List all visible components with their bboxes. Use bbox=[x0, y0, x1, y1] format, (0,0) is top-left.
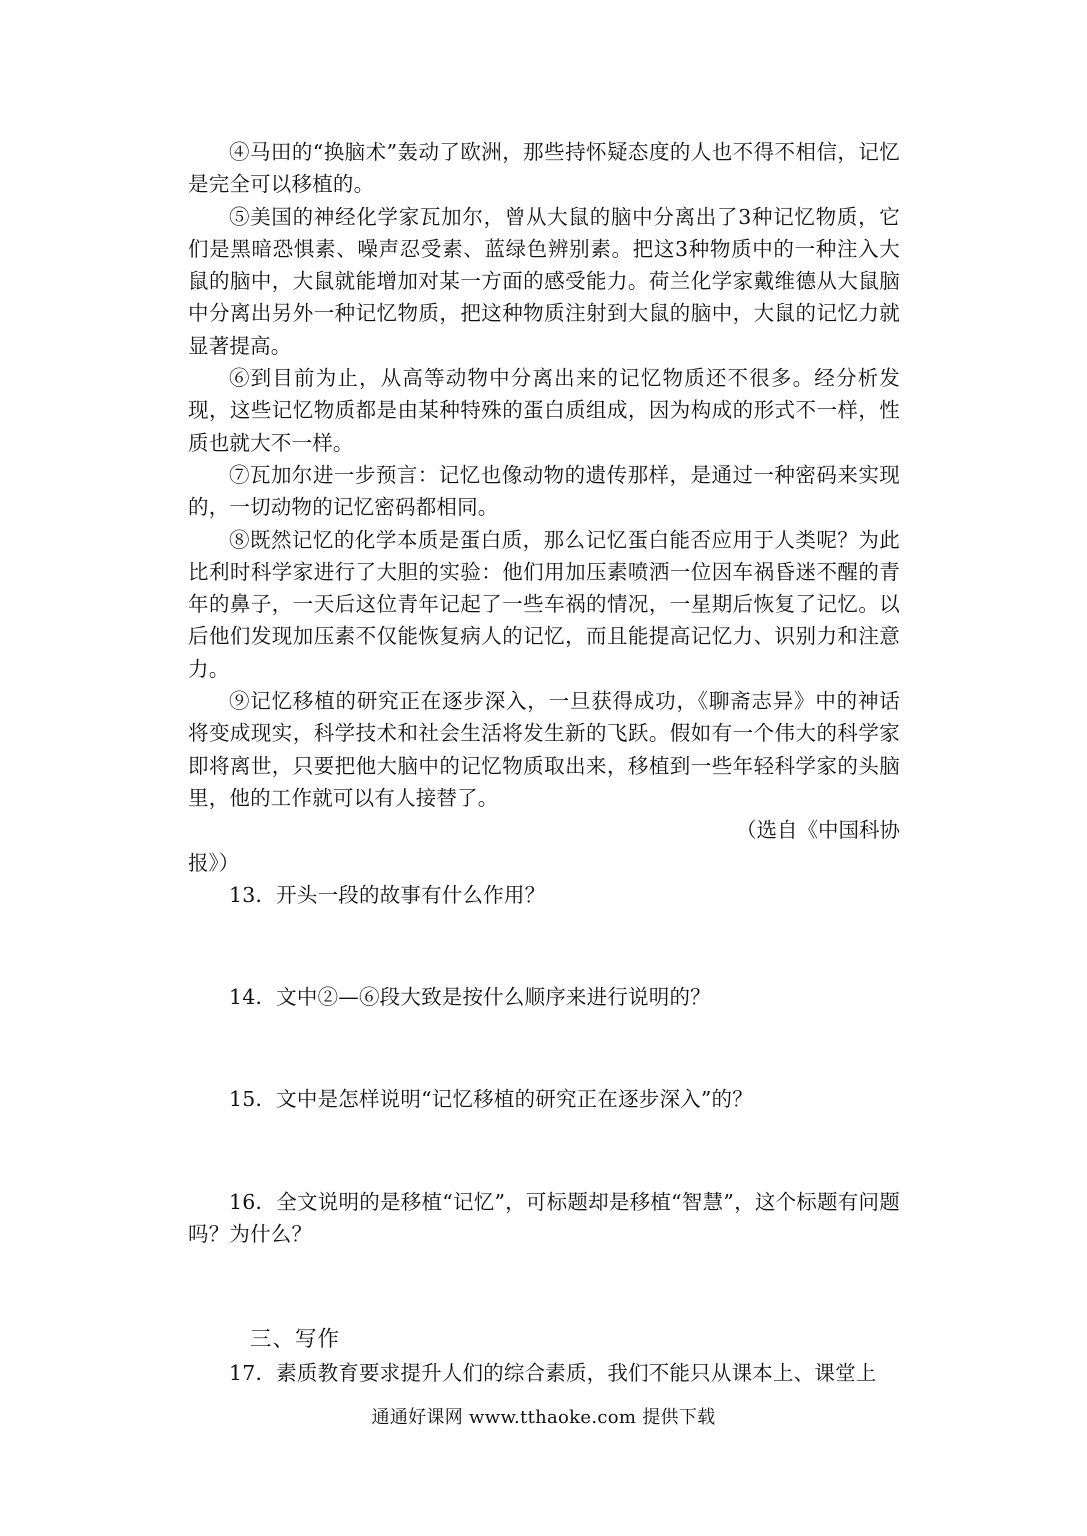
question-15: 15．文中是怎样说明“记忆移植的研究正在逐步深入”的？ bbox=[229, 1087, 753, 1112]
article-body bbox=[188, 136, 900, 1389]
paragraph-7: ⑦瓦加尔进一步预言：记忆也像动物的遗传那样，是通过一种密码来实现的，一切动物的记忆密码都相同。 bbox=[188, 462, 900, 520]
source-citation: （选自《中国科协报》） bbox=[188, 818, 900, 875]
paragraph-9: ⑨记忆移植的研究正在逐步深入，一旦获得成功，《聊斋志异》中的神话将变成现实，科学技术和社会生活将发生新的飞跃。假如有一个伟大的科学家即将离世，只要把他大脑中的记忆物质取出来，移植到一些年轻科学家的头脑里，他的工作就可以有人接替了。 bbox=[188, 689, 900, 810]
question-14: 14．文中②—⑥段大致是按什么顺序来进行说明的？ bbox=[229, 985, 711, 1010]
question-16: 16．全文说明的是移植“记忆”，可标题却是移植“智慧”，这个标题有问题吗？为什么？ bbox=[188, 1189, 900, 1247]
paragraph-8: ⑧既然记忆的化学本质是蛋白质，那么记忆蛋白能否应用于人类呢？为此比利时科学家进行了大胆的实验：他们用加压素喷洒一位因车祸昏迷不醒的青年的鼻子，一天后这位青年记起了一些车祸的情况，一星期后恢复了记忆。以后他们发现加压素不仅能恢复病人的记忆，而且能提高记忆力、识别力和注意力。 bbox=[188, 527, 900, 681]
paragraph-4: ④马田的“换脑术”轰动了欧洲，那些持怀疑态度的人也不得不相信，记忆是完全可以移植的。 bbox=[188, 140, 900, 197]
paragraph-6: ⑥到目前为止，从高等动物中分离出来的记忆物质还不很多。经分析发现，这些记忆物质都是由某种特殊的蛋白质组成，因为构成的形式不一样，性质也就大不一样。 bbox=[188, 366, 900, 455]
question-17: 17．素质教育要求提升人们的综合素质，我们不能只从课本上、课堂上 bbox=[229, 1360, 877, 1385]
section-heading-writing: 三、写作 bbox=[250, 1327, 341, 1353]
question-13: 13．开头一段的故事有什么作用？ bbox=[229, 882, 546, 907]
paragraph-5: ⑤美国的神经化学家瓦加尔，曾从大鼠的脑中分离出了3种记忆物质，它们是黑暗恐惧素、噪声忍受素、蓝绿色辨别素。把这3种物质中的一种注入大鼠的脑中，大鼠就能增加对某一方面的感受能力。荷兰化学家戴维德从大鼠脑中分离出另外一种记忆物质，把这种物质注射到大鼠的脑中，大鼠的记忆力就显著提高。 bbox=[188, 204, 900, 358]
page-footer: 通通好课网 www.tthaoke.com 提供下载 bbox=[371, 1407, 716, 1428]
